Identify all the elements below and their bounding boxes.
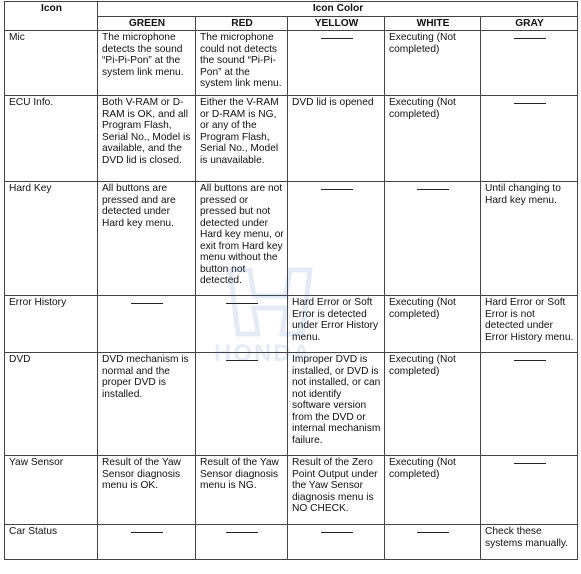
white-cell: Executing (Not completed) (385, 296, 481, 353)
yellow-cell-empty (288, 182, 385, 296)
icon-color-table-container (4, 1, 577, 560)
table-row (5, 353, 578, 456)
not-applicable-dash (417, 189, 449, 190)
not-applicable-dash (514, 463, 546, 464)
red-cell: Either the V-RAM or D-RAM is NG, or any of the Program Flash, Serial No., Model is unavailable. (196, 96, 288, 182)
yellow-cell: Improper DVD is installed, or DVD is not installed, or can not identify software version from the DVD or internal mechanism failure. (288, 353, 385, 456)
yellow-cell-empty (288, 31, 385, 96)
row-icon-name: ECU Info. (5, 96, 98, 182)
gray-cell-empty (481, 96, 578, 182)
table-row (5, 96, 578, 182)
yellow-column-header: YELLOW (288, 16, 385, 31)
not-applicable-dash (131, 532, 163, 533)
gray-cell-empty (481, 456, 578, 525)
table-row (5, 525, 578, 560)
not-applicable-dash (514, 38, 546, 39)
icon-color-header: Icon Color (98, 2, 578, 17)
green-cell: Both V-RAM or D-RAM is OK, and all Program Flash, Serial No., Model is available, and the DVD lid is closed. (98, 96, 196, 182)
green-cell-empty (98, 296, 196, 353)
not-applicable-dash (321, 532, 353, 533)
not-applicable-dash (514, 360, 546, 361)
icon-color-table (4, 1, 578, 560)
not-applicable-dash (321, 38, 353, 39)
white-cell: Executing (Not completed) (385, 96, 481, 182)
not-applicable-dash (226, 303, 258, 304)
green-cell: DVD mechanism is normal and the proper DVD is installed. (98, 353, 196, 456)
table-row (5, 31, 578, 96)
table-body (5, 31, 578, 560)
table-row (5, 296, 578, 353)
not-applicable-dash (321, 189, 353, 190)
table-row (5, 456, 578, 525)
green-cell-empty (98, 525, 196, 560)
gray-cell-empty (481, 353, 578, 456)
green-column-header: GREEN (98, 16, 196, 31)
header-row-top (5, 2, 578, 17)
not-applicable-dash (131, 303, 163, 304)
not-applicable-dash (514, 103, 546, 104)
gray-cell: Check these systems manually. (481, 525, 578, 560)
white-cell: Executing (Not completed) (385, 456, 481, 525)
red-cell-empty (196, 296, 288, 353)
row-icon-name: Car Status (5, 525, 98, 560)
red-cell: Result of the Yaw Sensor diagnosis menu is NG. (196, 456, 288, 525)
green-cell: Result of the Yaw Sensor diagnosis menu is OK. (98, 456, 196, 525)
watermark-text: HONDA (214, 340, 312, 367)
not-applicable-dash (417, 532, 449, 533)
red-cell-empty (196, 353, 288, 456)
row-icon-name: Hard Key (5, 182, 98, 296)
white-cell-empty (385, 182, 481, 296)
gray-cell: Until changing to Hard key menu. (481, 182, 578, 296)
white-cell-empty (385, 525, 481, 560)
yellow-cell-empty (288, 525, 385, 560)
white-cell: Executing (Not completed) (385, 31, 481, 96)
gray-cell: Hard Error or Soft Error is not detected under Error History menu. (481, 296, 578, 353)
gray-column-header: GRAY (481, 16, 578, 31)
yellow-cell: DVD lid is opened (288, 96, 385, 182)
yellow-cell: Hard Error or Soft Error is detected under Error History menu. (288, 296, 385, 353)
row-icon-name: Mic (5, 31, 98, 96)
red-cell-empty (196, 525, 288, 560)
row-icon-name: Error History (5, 296, 98, 353)
not-applicable-dash (226, 360, 258, 361)
green-cell: All buttons are pressed and are detected under Hard key menu. (98, 182, 196, 296)
gray-cell-empty (481, 31, 578, 96)
not-applicable-dash (226, 532, 258, 533)
row-icon-name: DVD (5, 353, 98, 456)
red-cell: The microphone could not detects the sound “Pi-Pi-Pon” at the system link menu. (196, 31, 288, 96)
red-column-header: RED (196, 16, 288, 31)
row-icon-name: Yaw Sensor (5, 456, 98, 525)
green-cell: The microphone detects the sound “Pi-Pi-Pon” at the system link menu. (98, 31, 196, 96)
icon-column-header: Icon (5, 2, 98, 31)
table-row (5, 182, 578, 296)
yellow-cell: Result of the Zero Point Output under the Yaw Sensor diagnosis menu is NO CHECK. (288, 456, 385, 525)
white-cell: Executing (Not completed) (385, 353, 481, 456)
white-column-header: WHITE (385, 16, 481, 31)
red-cell: All buttons are not pressed or pressed but not detected under Hard key menu, or exit from Hard key menu without the button not detected. (196, 182, 288, 296)
